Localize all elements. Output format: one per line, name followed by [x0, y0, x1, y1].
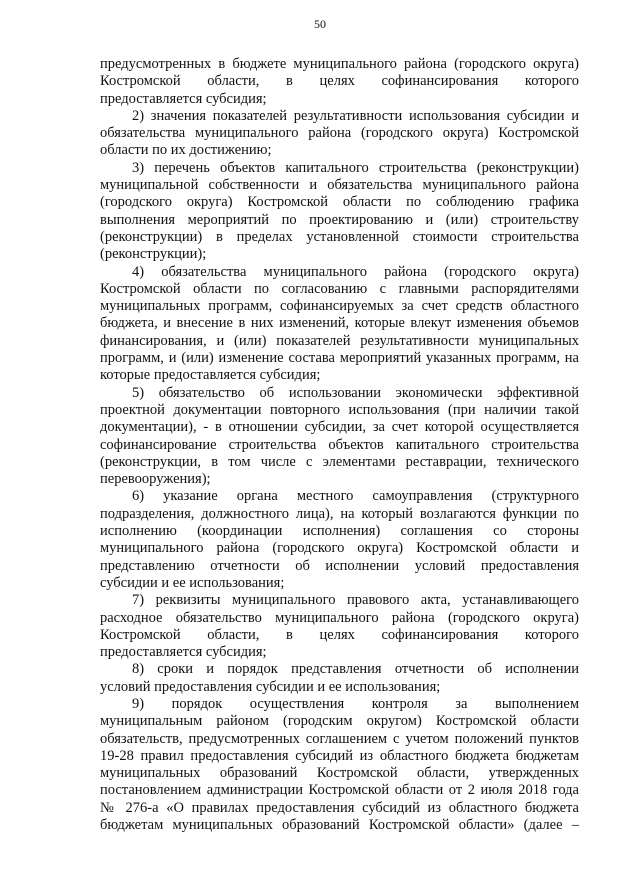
text-line: 7) реквизиты муниципального правового акта, устанавливающего [132, 592, 579, 609]
text-line: субсидии и ее использования; [100, 574, 285, 591]
text-line: муниципальной собственности и обязательства муниципального района [100, 177, 579, 194]
text-line: 5) обязательство об использовании экономически эффективной [132, 384, 579, 401]
text-line: (реконструкции) в пределах установленной стоимости строительства [100, 228, 579, 245]
text-line: 19-28 правил предоставления субсидий из областного бюджета бюджетам [100, 747, 579, 764]
text-line: постановлением администрации Костромской области от 2 июля 2018 года [100, 782, 579, 799]
paragraph [100, 108, 579, 160]
document-body [100, 56, 579, 834]
text-line: проектной документации повторного использования (при наличии такой [100, 401, 579, 418]
text-line: обязательства муниципального района (городского округа) Костромской [100, 125, 579, 142]
text-line: обязательств, предусмотренных соглашением с учетом положений пунктов [100, 730, 579, 747]
text-line: 3) перечень объектов капитального строительства (реконструкции) [132, 159, 579, 176]
text-line: 9) порядок осуществления контроля за выполнением [132, 695, 579, 712]
text-line: области по их достижению; [100, 142, 272, 159]
text-line: 8) сроки и порядок представления отчетности об исполнении [132, 661, 579, 678]
text-line: муниципального района (городского округа) Костромской области и [100, 540, 579, 557]
text-line: Костромской области, в целях софинансирования которого [100, 626, 579, 643]
text-line: перевооружения); [100, 471, 211, 488]
text-line: Костромской области, в целях софинансирования которого [100, 73, 579, 90]
text-line: муниципальным районом (городским округом) Костромской области [100, 713, 579, 730]
text-line: предусмотренных в бюджете муниципального района (городского округа) [100, 56, 579, 72]
paragraph [100, 592, 579, 661]
text-line: расходное обязательство муниципального района (городского округа) [100, 609, 579, 626]
text-line: бюджетам муниципальных образований Костромской области» (далее – [100, 817, 579, 834]
text-line: исполнению (координации исполнения) соглашения со стороны [100, 523, 579, 540]
text-line: муниципальных программ, софинансируемых за счет средств областного [100, 298, 579, 315]
paragraph [100, 385, 579, 489]
text-line: 6) указание органа местного самоуправления (структурного [132, 488, 579, 505]
text-line: условий предоставления субсидии и ее использования; [100, 678, 441, 695]
text-line: 2) значения показателей результативности использования субсидии и [132, 107, 579, 124]
text-line: (реконструкции); [100, 246, 207, 263]
text-line: № 276-а «О правилах предоставления субсидий из областного бюджета [100, 799, 579, 816]
text-line: Костромской области по согласованию с главными распорядителями [100, 280, 579, 297]
text-line: документации), - в отношении субсидии, за счет которой осуществляется [100, 419, 579, 436]
text-line: представлению отчетности об исполнении условий предоставления [100, 557, 579, 574]
paragraph [100, 661, 579, 696]
paragraph [100, 56, 579, 108]
text-line: муниципальных образований Костромской области, утвержденных [100, 765, 579, 782]
text-line: софинансирование строительства объектов капитального строительства [100, 436, 579, 453]
text-line: финансирования, и (или) показателей результативности муниципальных [100, 332, 579, 349]
text-line: 4) обязательства муниципального района (городского округа) [132, 263, 579, 280]
text-line: программ, и (или) изменение состава мероприятий указанных программ, на [100, 350, 579, 367]
text-line: (реконструкции, в том числе с элементами реставрации, технического [100, 453, 579, 470]
paragraph [100, 488, 579, 592]
text-line: подразделения, должностного лица), на который возлагаются функции по [100, 505, 579, 522]
paragraph [100, 696, 579, 834]
paragraph [100, 264, 579, 385]
text-line: предоставляется субсидия; [100, 90, 267, 107]
text-line: (городского округа) Костромской области по соблюдению графика [100, 194, 579, 211]
text-line: которые предоставляется субсидия; [100, 367, 321, 384]
text-line: выполнения мероприятий по проектированию и (или) строительству [100, 211, 579, 228]
text-line: предоставляется субсидия; [100, 644, 267, 661]
paragraph [100, 160, 579, 264]
page-number: 50 [314, 17, 326, 31]
text-line: бюджета, и внесение в них изменений, которые влекут изменения объемов [100, 315, 579, 332]
